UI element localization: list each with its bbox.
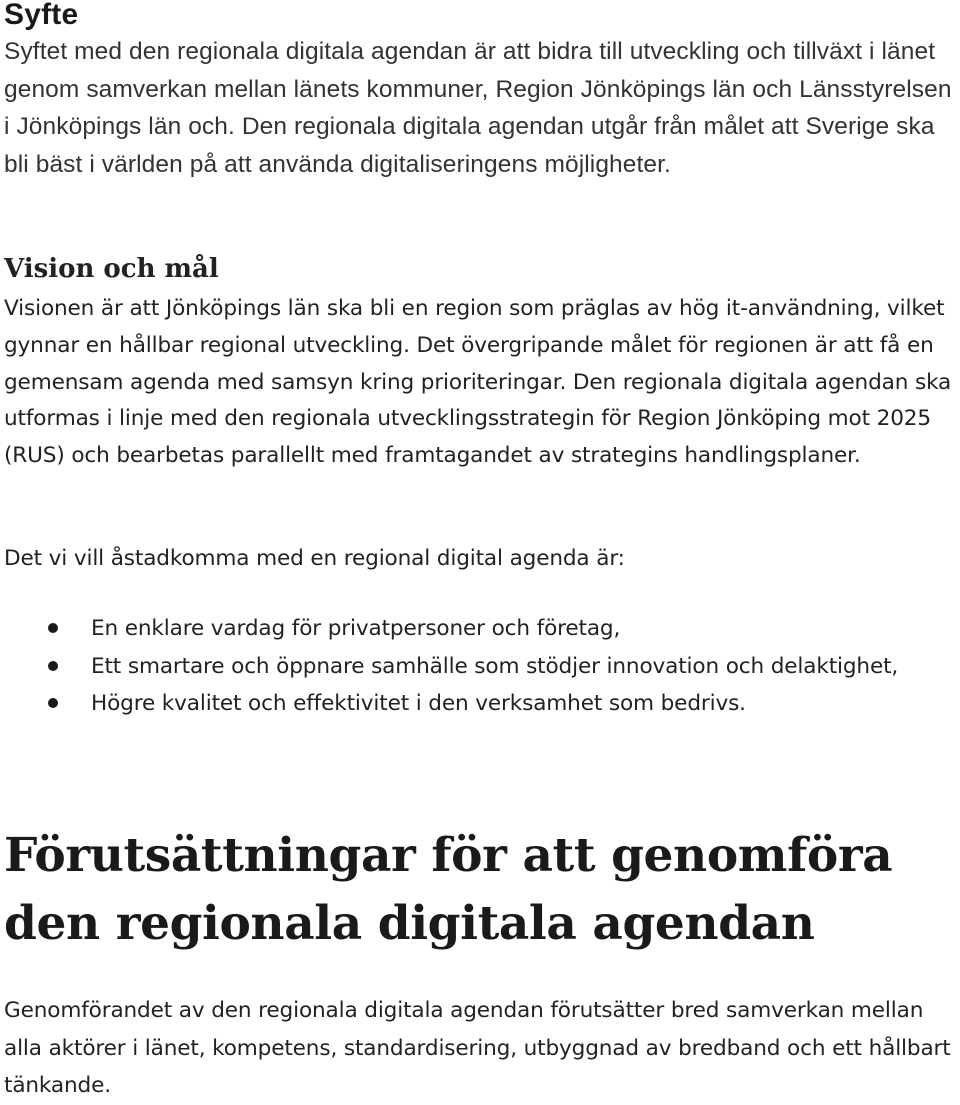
section-heading-vision: Vision och mål xyxy=(4,254,219,284)
list-item xyxy=(0,610,951,648)
bullet-icon xyxy=(48,661,58,671)
list-item xyxy=(0,685,951,723)
bullet-icon xyxy=(48,698,58,708)
section-heading-syfte: Syfte xyxy=(4,0,79,31)
goals-list xyxy=(0,610,960,723)
paragraph-forutsattningar: Genomförandet av den regionala digitala agendan förutsätter bred samverkan mellan alla aktörer i länet, kompetens, standardisering, utbyggnad av bredband och ett hållbart tänkande. xyxy=(4,998,951,1098)
paragraph-vision: Visionen är att Jönköpings län ska bli en region som präglas av hög it-användning, vilket gynnar en hållbar regional utveckling. Det övergripande målet för regionen är att få en gemensam agenda med samsyn kring prioriteringar. Den regionala digitala agendan ska utformas i linje med den regionala utvecklingsstrategin för Region Jönköping mot 2025 (RUS) och bearbetas parallellt med framtagandet av strategins handlingsplaner. xyxy=(4,296,952,469)
bullet-icon xyxy=(48,623,58,633)
paragraph-syfte: Syftet med den regionala digitala agendan är att bidra till utveckling och tillväxt i länet genom samverkan mellan länets kommuner, Region Jönköpings län och Länsstyrelsen i Jönköpings län och. Den regionala digitala agendan utgår från målet att Sverige ska bli bäst i världen på att använda digitaliseringens möjligheter. xyxy=(4,38,952,178)
list-item-text: Högre kvalitet och effektivitet i den verksamhet som bedrivs. xyxy=(91,691,746,716)
list-item-text: Ett smartare och öppnare samhälle som stödjer innovation och delaktighet, xyxy=(91,653,899,679)
goals-intro: Det vi vill åstadkomma med en regional digital agenda är: xyxy=(4,546,625,571)
list-item-text: En enklare vardag för privatpersoner och företag, xyxy=(91,616,621,641)
list-item xyxy=(0,648,951,686)
section-heading-forutsattningar: Förutsättningar för att genomföra den regionala digitala agendan xyxy=(4,828,893,951)
